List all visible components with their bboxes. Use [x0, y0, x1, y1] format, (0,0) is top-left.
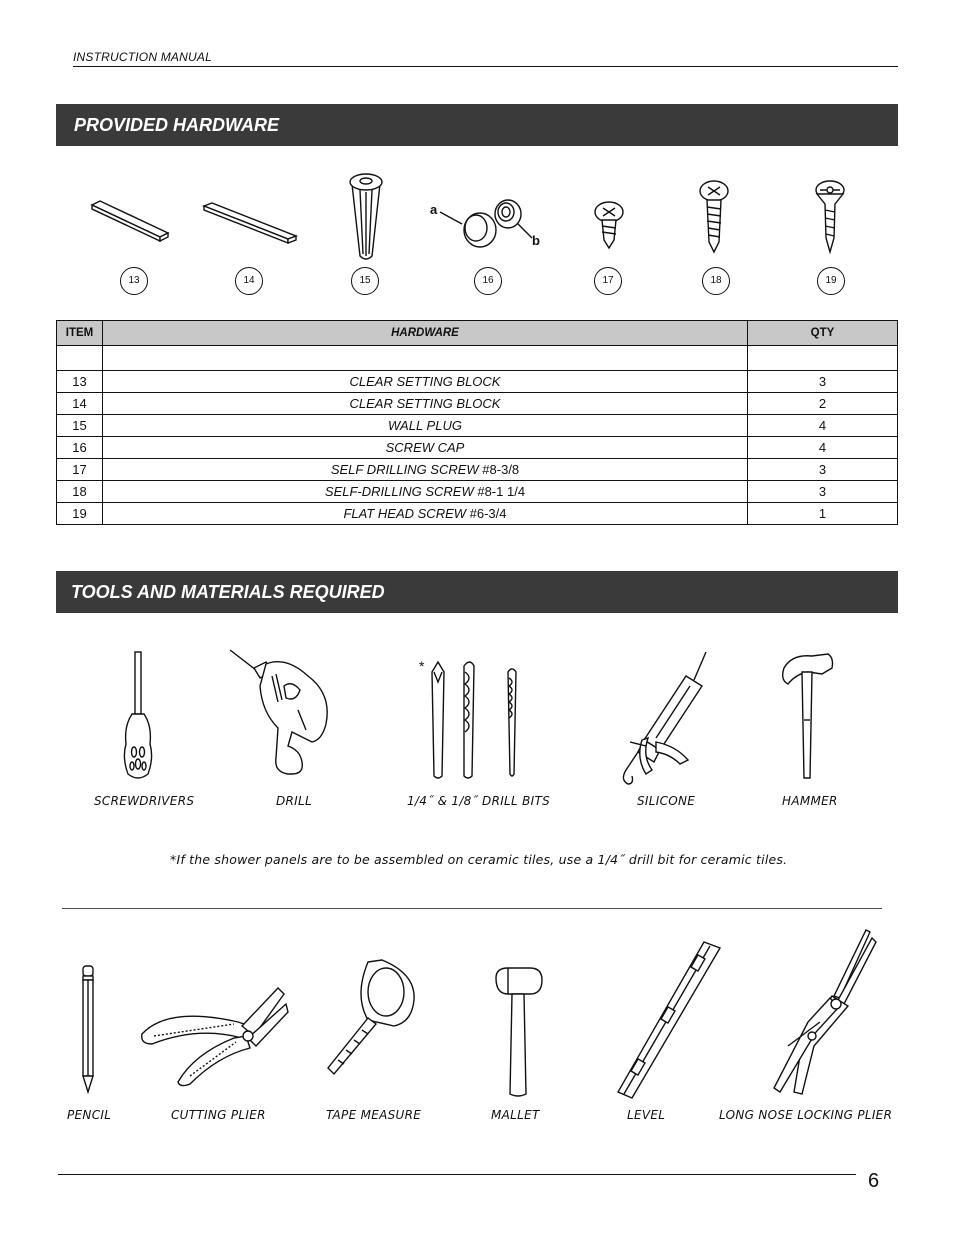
hardware-cell: [103, 437, 748, 459]
hardware-name: SELF DRILLING SCREW: [330, 462, 479, 477]
table-row: [57, 437, 898, 459]
item-cell: 15: [57, 415, 103, 437]
page-number: 6: [868, 1170, 880, 1192]
hardware-cell: [103, 393, 748, 415]
setting-block-14-illustration: [200, 198, 300, 244]
table-row: [57, 371, 898, 393]
qty-cell: 1: [748, 503, 898, 525]
section-title-tools: TOOLS AND MATERIALS REQUIRED: [71, 582, 385, 602]
label-silicone: SILICONE: [637, 794, 696, 808]
hardware-name: SELF-DRILLING SCREW: [324, 484, 474, 499]
cutting-plier-illustration: [138, 982, 290, 1086]
table-row-blank: [57, 346, 898, 371]
qty-cell: 4: [748, 437, 898, 459]
locking-plier-illustration: [768, 926, 878, 1098]
ceramic-tile-note: *If the shower panels are to be assembled on ceramic tiles, use a 1/4˝ drill bit for ceramic tiles.: [170, 852, 788, 867]
table-row: [57, 503, 898, 525]
mallet-illustration: [490, 964, 546, 1100]
hardware-name: SCREW CAP: [385, 440, 465, 455]
callout-14: 14: [235, 267, 263, 295]
item-cell: 16: [57, 437, 103, 459]
item-cell: 19: [57, 503, 103, 525]
tools-materials-banner: [56, 571, 898, 613]
drill-bit-asterisk: *: [419, 658, 425, 674]
level-illustration: [614, 938, 726, 1102]
table-header-row: [57, 321, 898, 346]
hardware-name: CLEAR SETTING BLOCK: [349, 374, 501, 389]
hardware-cell: [103, 503, 748, 525]
label-hammer: HAMMER: [782, 794, 838, 808]
pencil-illustration: [78, 964, 98, 1096]
label-drill-bits: 1/4˝ & 1/8˝ DRILL BITS: [407, 794, 551, 808]
provided-hardware-banner: [56, 104, 898, 146]
setting-block-13-illustration: [88, 195, 172, 245]
screwdriver-illustration: [120, 648, 156, 782]
drill-bits-illustration: [426, 656, 522, 782]
hardware-cell: [103, 481, 748, 503]
part-label-b: b: [532, 233, 540, 248]
hardware-cell: [103, 371, 748, 393]
label-drill: DRILL: [276, 794, 312, 808]
drill-illustration: [226, 646, 336, 778]
label-cutting-plier: CUTTING PLIER: [171, 1108, 266, 1122]
callout-18: 18: [702, 267, 730, 295]
item-cell: 18: [57, 481, 103, 503]
hardware-spec: #8-3/8: [478, 462, 520, 477]
item-cell: 14: [57, 393, 103, 415]
callout-19: 19: [817, 267, 845, 295]
hardware-table: [56, 320, 898, 525]
flat-head-screw-illustration: [812, 180, 848, 254]
callout-17: 17: [594, 267, 622, 295]
table-row: [57, 481, 898, 503]
hardware-name: CLEAR SETTING BLOCK: [349, 396, 501, 411]
screw-17-illustration: [592, 200, 626, 252]
hammer-illustration: [778, 650, 838, 782]
qty-cell: 3: [748, 371, 898, 393]
footer-rule: [58, 1174, 856, 1175]
silicone-gun-illustration: [616, 646, 716, 788]
hardware-name: FLAT HEAD SCREW: [343, 506, 467, 521]
label-level: LEVEL: [627, 1108, 666, 1122]
label-screwdrivers: SCREWDRIVERS: [94, 794, 195, 808]
qty-cell: 3: [748, 459, 898, 481]
item-cell: 13: [57, 371, 103, 393]
section-title-hardware: PROVIDED HARDWARE: [74, 115, 280, 135]
hardware-cell: [103, 459, 748, 481]
qty-cell: 3: [748, 481, 898, 503]
column-header-item: ITEM: [57, 321, 103, 346]
hardware-spec: #6-3/4: [466, 506, 507, 521]
manual-header: INSTRUCTION MANUAL: [73, 50, 212, 64]
qty-cell: 2: [748, 393, 898, 415]
label-pencil: PENCIL: [67, 1108, 112, 1122]
qty-cell: 4: [748, 415, 898, 437]
column-header-qty: QTY: [748, 321, 898, 346]
section-divider: [62, 908, 882, 909]
table-row: [57, 393, 898, 415]
tape-measure-illustration: [324, 956, 422, 1078]
screw-cap-illustration: [436, 192, 536, 252]
callout-15: 15: [351, 267, 379, 295]
label-tape-measure: TAPE MEASURE: [326, 1108, 422, 1122]
callout-13: 13: [120, 267, 148, 295]
part-label-a: a: [430, 202, 438, 217]
screw-18-illustration: [696, 180, 732, 254]
column-header-hardware: HARDWARE: [103, 321, 748, 346]
hardware-spec: #8-1 1/4: [473, 484, 526, 499]
item-cell: 17: [57, 459, 103, 481]
wall-plug-illustration: [346, 172, 386, 262]
table-row: [57, 459, 898, 481]
label-mallet: MALLET: [491, 1108, 540, 1122]
hardware-cell: [103, 415, 748, 437]
label-long-nose-locking-plier: LONG NOSE LOCKING PLIER: [719, 1108, 893, 1122]
header-rule: [73, 66, 898, 67]
hardware-name: WALL PLUG: [388, 418, 462, 433]
table-row: [57, 415, 898, 437]
callout-16: 16: [474, 267, 502, 295]
